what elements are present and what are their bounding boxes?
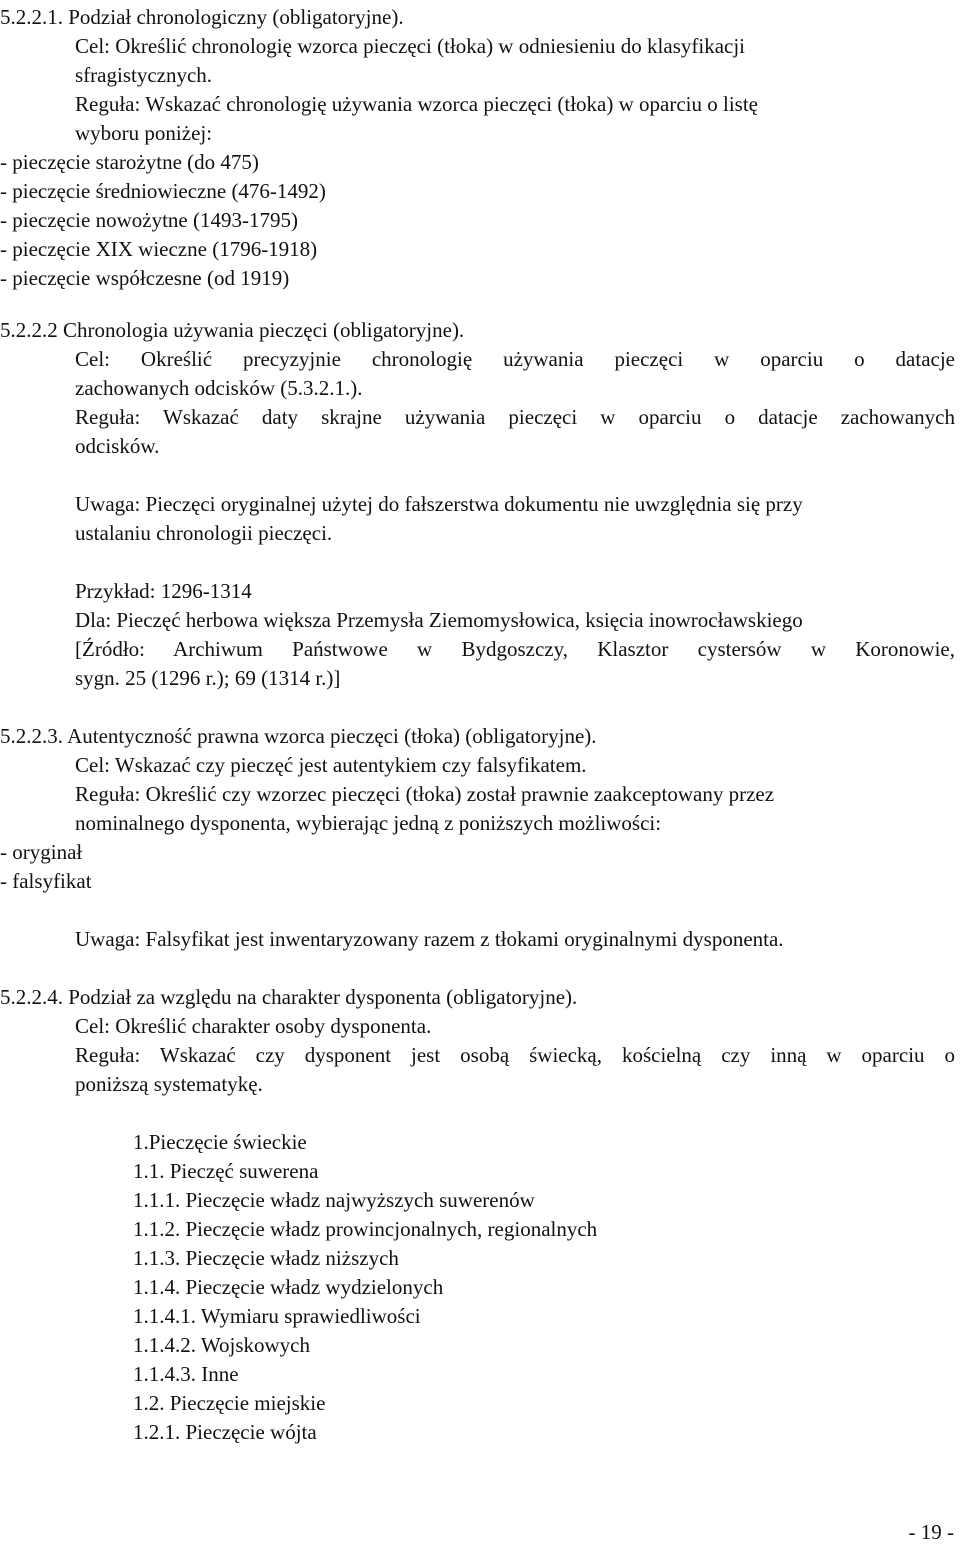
list-item: - falsyfikat: [0, 869, 92, 893]
section-2-source-line-2: sygn. 25 (1296 r.); 69 (1314 r.)]: [75, 666, 341, 690]
list-item: 1.1.4.2. Wojskowych: [133, 1333, 311, 1357]
list-item: - pieczęcie starożytne (do 475): [0, 150, 259, 174]
section-1-cel-line-2: sfragistycznych.: [75, 63, 213, 87]
section-1-heading: 5.2.2.1. Podział chronologiczny (obligatoryjne).: [0, 5, 404, 29]
list-item: 1.Pieczęcie świeckie: [133, 1130, 307, 1154]
section-3-cel: Cel: Wskazać czy pieczęć jest autentykiem czy falsyfikatem.: [75, 753, 587, 777]
list-item: 1.1.4.1. Wymiaru sprawiedliwości: [133, 1304, 421, 1328]
section-2-cel-line-1: Cel: Określić precyzyjnie chronologię używania pieczęci w oparciu o datacje: [75, 347, 955, 371]
list-item: - pieczęcie XIX wieczne (1796-1918): [0, 237, 318, 261]
section-3-heading: 5.2.2.3. Autentyczność prawna wzorca pieczęci (tłoka) (obligatoryjne).: [0, 724, 597, 748]
list-item: 1.1.4.3. Inne: [133, 1362, 239, 1386]
section-2-example: Przykład: 1296-1314: [75, 579, 252, 603]
section-3-regula-line-1: Reguła: Określić czy wzorzec pieczęci (tłoka) został prawnie zaakceptowany przez: [75, 782, 775, 806]
section-2-uwaga-line-1: Uwaga: Pieczęci oryginalnej użytej do fałszerstwa dokumentu nie uwzględnia się przy: [75, 492, 803, 516]
list-item: 1.1.4. Pieczęcie władz wydzielonych: [133, 1275, 444, 1299]
section-2-heading: 5.2.2.2 Chronologia używania pieczęci (obligatoryjne).: [0, 318, 465, 342]
list-item: 1.1.1. Pieczęcie władz najwyższych suwerenów: [133, 1188, 535, 1212]
section-2-source-line-1: [Źródło: Archiwum Państwowe w Bydgoszczy, Klasztor cystersów w Koronowie,: [75, 637, 955, 661]
section-2-regula-line-1: Reguła: Wskazać daty skrajne używania pieczęci w oparciu o datacje zachowanych: [75, 405, 955, 429]
section-1-cel-line-1: Cel: Określić chronologię wzorca pieczęci (tłoka) w odniesieniu do klasyfikacji: [75, 34, 746, 58]
section-2-regula-line-2: odcisków.: [75, 434, 160, 458]
list-item: 1.1.2. Pieczęcie władz prowincjonalnych, regionalnych: [133, 1217, 598, 1241]
section-4-regula-line-2: poniższą systematykę.: [75, 1072, 263, 1096]
section-4-cel: Cel: Określić charakter osoby dysponenta.: [75, 1014, 432, 1038]
section-2-example-for: Dla: Pieczęć herbowa większa Przemysła Ziemomysłowica, księcia inowrocławskiego: [75, 608, 803, 632]
list-item: - pieczęcie współczesne (od 1919): [0, 266, 290, 290]
list-item: - pieczęcie nowożytne (1493-1795): [0, 208, 298, 232]
section-1-regula-line-2: wyboru poniżej:: [75, 121, 213, 145]
list-item: 1.1.3. Pieczęcie władz niższych: [133, 1246, 399, 1270]
section-2-cel-line-2: zachowanych odcisków (5.3.2.1.).: [75, 376, 363, 400]
section-4-regula-line-1: Reguła: Wskazać czy dysponent jest osobą świecką, kościelną czy inną w oparciu o: [75, 1043, 955, 1067]
section-1-regula-line-1: Reguła: Wskazać chronologię używania wzorca pieczęci (tłoka) w oparciu o listę: [75, 92, 758, 116]
section-2-uwaga-line-2: ustalaniu chronologii pieczęci.: [75, 521, 333, 545]
section-4-heading: 5.2.2.4. Podział za względu na charakter dysponenta (obligatoryjne).: [0, 985, 578, 1009]
list-item: 1.2.1. Pieczęcie wójta: [133, 1420, 317, 1444]
page-number: - 19 -: [908, 1520, 954, 1544]
section-3-regula-line-2: nominalnego dysponenta, wybierając jedną z poniższych możliwości:: [75, 811, 662, 835]
section-3-uwaga: Uwaga: Falsyfikat jest inwentaryzowany razem z tłokami oryginalnymi dysponenta.: [75, 927, 784, 951]
list-item: 1.2. Pieczęcie miejskie: [133, 1391, 326, 1415]
list-item: - oryginał: [0, 840, 83, 864]
list-item: - pieczęcie średniowieczne (476-1492): [0, 179, 326, 203]
list-item: 1.1. Pieczęć suwerena: [133, 1159, 319, 1183]
